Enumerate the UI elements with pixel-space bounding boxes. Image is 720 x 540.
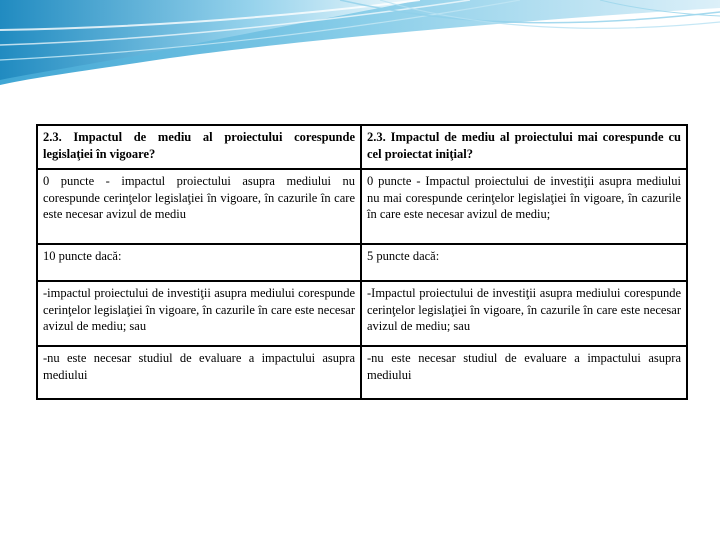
- table-cell-right: -nu este necesar studiul de evaluare a impactului asupra mediului: [361, 346, 687, 399]
- table-cell-right: 2.3. Impactul de mediu al proiectului mai corespunde cu cel proiectat iniţial?: [361, 125, 687, 169]
- table-row: [37, 281, 687, 346]
- criteria-table: [36, 124, 688, 400]
- table-row: [37, 169, 687, 244]
- table-cell-left: 2.3. Impactul de mediu al proiectului corespunde legislaţiei în vigoare?: [37, 125, 361, 169]
- table-cell-left: 10 puncte dacă:: [37, 244, 361, 281]
- table-cell-left: 0 puncte - impactul proiectului asupra mediului nu corespunde cerinţelor legislaţiei în vigoare, în cazurile în care este necesar avizul de mediu: [37, 169, 361, 244]
- table-row: [37, 125, 687, 169]
- table-cell-right: 5 puncte dacă:: [361, 244, 687, 281]
- table-cell-left: -impactul proiectului de investiţii asupra mediului corespunde cerinţelor legislaţiei în vigoare, în cazurile în care este necesar avizul de mediu; sau: [37, 281, 361, 346]
- table-row: [37, 346, 687, 399]
- table-cell-right: -Impactul proiectului de investiţii asupra mediului corespunde cerinţelor legislaţiei în vigoare, în cazurile în care este necesar avizul de mediu; sau: [361, 281, 687, 346]
- table-cell-right: 0 puncte - Impactul proiectului de investiţii asupra mediului nu mai corespunde cerinţelor legislaţiei în vigoare, în cazurile în care este necesar avizul de mediu;: [361, 169, 687, 244]
- header-wave-decoration: [0, 0, 720, 110]
- table-row: [37, 244, 687, 281]
- table-cell-left: -nu este necesar studiul de evaluare a impactului asupra mediului: [37, 346, 361, 399]
